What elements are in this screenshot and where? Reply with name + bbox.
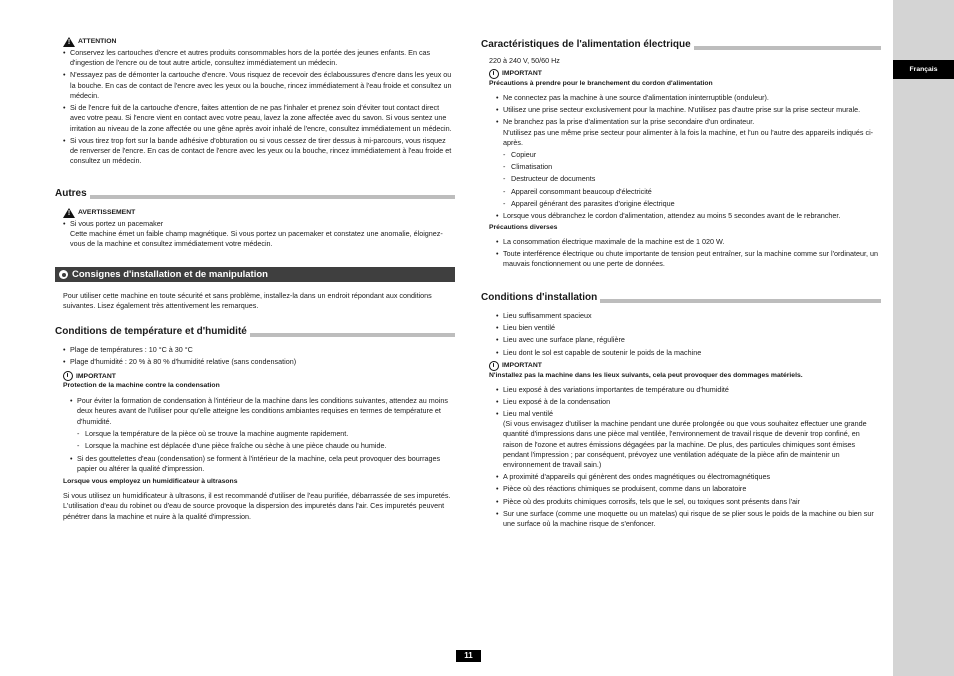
list-item: • Plage de températures : 10 °C à 30 °C — [48, 345, 455, 355]
list-item: • Si de l'encre fuit de la cartouche d'encre, faites attention de ne pas l'inhaler et prenez soin d'éviter tout contact direct avec votre peau. Si l'encre vient en contact avec votre peau, lavez la zone affectée avec du savon. Si vous sentez une irritation au niveau de la zone affectée ou une gêne après avoir inhalé de l'encre, consultez immédiatement un médecin. — [55, 103, 455, 134]
list-item: • Conservez les cartouches d'encre et autres produits consommables hors de la portée des jeunes enfants. En cas d'ingestion de l'encre ou de tout autre article, consultez immédiatement un médecin. — [55, 48, 455, 68]
avertissement-title: AVERTISSEMENT — [78, 209, 136, 217]
list-item: • Lieu suffisamment spacieux — [481, 311, 881, 321]
sub-title: Lorsque vous employez un humidificateur à ultrasons — [63, 477, 238, 485]
warning-triangle-icon — [63, 37, 75, 47]
installation-section: Conditions d'installation • Lieu suffisamment spacieux • Lieu bien ventilé • Lieu avec une surface plane, régulière • Lieu dont le sol est capable de soutenir le poids de la machine IMPORTANT N'installez pas la machine dans les lieux suivants, cela peut provoquer des dommages matériels. • Lieu exposé à des variations importantes de température ou d'humidité • Lieu exposé à de la condensation • Lieu mal ventilé (Si vous envisagez d'utiliser la machine pendant une durée prolongée ou que vous souhaitez effectuer une grande quantité d'impressions dans une pièce mal ventilée, l'environnement de travail risque de devenir trop confiné, en raison de l'ozone et autres émissions dégagées par la machine. De plus, des particules chimiques sont émises pendant l'impression ; par conséquent, prévoyez une ventilation adéquate de la pièce afin de maintenir un environnement de travail sain.) • A proximité d'appareils qui génèrent des ondes magnétiques ou électromagnétiques • Pièce où des réactions chimiques se produisent, comme dans un laboratoire • Pièce où des produits chimiques corrosifs, tels que le sel, ou toxiques sont présents dans l'air • Sur une surface (comme une moquette ou un matelas) qui risque de se plier sous le poids de la machine ou bien sur une surface où la machine risque de s'enfoncer. — [481, 288, 881, 531]
sub-title: N'installez pas la machine dans les lieux suivants, cela peut provoquer des dommages matériels. — [489, 371, 803, 379]
list-item: • Si vous tirez trop fort sur la bande adhésive d'obturation ou si vous cessez de tirer dessus à mi-parcours, vous risquez de renverser de l'encre. En cas de contact de l'encre avec les yeux ou la bouche, rincez immédiatement à l'eau froide et consultez un médecin. — [55, 136, 455, 167]
list-item: - Appareil générant des parasites d'origine électrique — [481, 199, 881, 209]
list-item: - Climatisation — [481, 162, 881, 172]
language-tab: Français — [893, 60, 954, 79]
list-item: • Pièce où des produits chimiques corrosifs, tels que le sel, ou toxiques sont présents dans l'air — [481, 497, 881, 507]
list-item: • Lorsque vous débranchez le cordon d'alimentation, attendez au moins 5 secondes avant de le rebrancher. — [481, 211, 881, 221]
important-icon — [489, 69, 499, 79]
list-item: • Pièce où des réactions chimiques se produisent, comme dans un laboratoire — [481, 484, 881, 494]
page-number: 11 — [456, 650, 481, 662]
attention-list — [55, 48, 455, 166]
sub-title: Précautions à prendre pour le branchement du cordon d'alimentation — [489, 80, 713, 88]
list-item: • Toute interférence électrique ou chute importante de tension peut entraîner, sur la machine comme sur l'ordinateur, un mauvais fonctionnement ou une perte de données. — [481, 249, 881, 269]
list-item: • Lieu bien ventilé — [481, 323, 881, 333]
list-item: • Pour éviter la formation de condensation à l'intérieur de la machine dans les conditions suivantes, attendez au moins deux heures avant de l'utiliser pour qu'elle atteigne les conditions ambiantes requises en termes de température et d'humidité. — [55, 396, 455, 427]
attention-title: ATTENTION — [78, 38, 117, 46]
power-section: Caractéristiques de l'alimentation électrique 220 à 240 V, 50/60 Hz IMPORTANT Précautions à prendre pour le branchement du cordon d'alimentation • Ne connectez pas la machine à une source d'alimentation ininterruptible (onduleur). • Utilisez une prise secteur exclusivement pour la machine. N'utilisez pas d'autre prise sur la prise secteur murale. • Ne branchez pas la prise d'alimentation sur la prise secondaire d'un ordinateur. N'utilisez pas une même prise secteur pour alimenter à la fois la machine, et l'un ou l'autre des appareils indiqués ci-après. - Copieur - Climatisation - Destructeur de documents - Appareil consommant beaucoup d'électricité - Appareil générant des parasites d'origine électrique • Lorsque vous débranchez le cordon d'alimentation, attendez au moins 5 secondes avant de le rebrancher. Précautions diverses • La consommation électrique maximale de la machine est de 1 020 W. • Toute interférence électrique ou chute importante de tension peut entraîner, sur la machine comme sur l'ordinateur, un mauvais fonctionnement ou une perte de données. — [481, 35, 881, 272]
gear-icon — [59, 270, 68, 279]
list-item: • Lieu mal ventilé (Si vous envisagez d'utiliser la machine pendant une durée prolongée ou que vous souhaitez effectuer une grande quantité d'impressions dans une pièce mal ventilée, l'environnement de travail risque de devenir trop confiné, en raison de l'ozone et autres émissions dégagées par la machine. De plus, des particules chimiques sont émises pendant l'impression ; par conséquent, prévoyez une ventilation adéquate de la pièce afin de maintenir un environnement de travail sain.) — [481, 409, 881, 470]
section-title: Conditions d'installation — [481, 288, 881, 303]
list-item: • N'essayez pas de démonter la cartouche d'encre. Vous risquez de recevoir des éclaboussures d'encre dans les yeux ou la bouche. En cas de contact de l'encre avec les yeux ou la bouche, rincez immédiatement à l'eau froide et consultez un médecin. — [55, 70, 455, 101]
list-item: • Si vous portez un pacemaker Cette machine émet un faible champ magnétique. Si vous portez un pacemaker et constatez une anomalie, éloignez-vous de la machine et consultez immédiatement votre médecin. — [55, 219, 455, 250]
list-item: • Ne branchez pas la prise d'alimentation sur la prise secondaire d'un ordinateur. N'utilisez pas une même prise secteur pour alimenter à la fois la machine, et l'un ou l'autre des appareils indiqués ci-après. — [481, 117, 881, 148]
list-item: • Utilisez une prise secteur exclusivement pour la machine. N'utilisez pas d'autre prise sur la prise secteur murale. — [481, 105, 881, 115]
section-title: Autres — [55, 184, 455, 199]
important-icon — [63, 371, 73, 381]
list-item: - Lorsque la machine est déplacée d'une pièce fraîche ou sèche à une pièce chaude ou humide. — [55, 441, 455, 451]
list-item: - Lorsque la température de la pièce où se trouve la machine augmente rapidement. — [55, 429, 455, 439]
list-item: - Copieur — [481, 150, 881, 160]
list-item: • Si des gouttelettes d'eau (condensation) se forment à l'intérieur de la machine, cela peut provoquer des bourrages papier ou altérer la qualité d'impression. — [55, 454, 455, 474]
list-item: • Ne connectez pas la machine à une source d'alimentation ininterruptible (onduleur). — [481, 93, 881, 103]
intro-text: Pour utiliser cette machine en toute sécurité et sans problème, installez-la dans un endroit répondant aux conditions suivantes. Lisez également très attentivement les remarques. — [63, 291, 432, 311]
list-item: - Appareil consommant beaucoup d'électricité — [481, 187, 881, 197]
list-item: • Sur une surface (comme une moquette ou un matelas) qui risque de se plier sous le poids de la machine ou bien sur une surface où la machine risque de s'enfoncer. — [481, 509, 881, 529]
autres-section — [55, 184, 455, 252]
list-item: • Lieu exposé à des variations importantes de température ou d'humidité — [481, 385, 881, 395]
important-icon — [489, 361, 499, 371]
sub-title: Protection de la machine contre la condensation — [63, 382, 220, 390]
attention-section — [55, 37, 455, 168]
warning-triangle-icon — [63, 208, 75, 218]
side-margin — [893, 0, 954, 676]
list-item: • Lieu avec une surface plane, régulière — [481, 335, 881, 345]
list-item: • Plage d'humidité : 20 % à 80 % d'humidité relative (sans condensation) — [48, 357, 455, 367]
list-item: • Lieu exposé à de la condensation — [481, 397, 881, 407]
section-title: Conditions de température et d'humidité — [55, 322, 455, 337]
chapter-banner: Consignes d'installation et de manipulation — [55, 267, 455, 282]
list-item: • Lieu dont le sol est capable de soutenir le poids de la machine — [481, 348, 881, 358]
sub-title: Précautions diverses — [489, 224, 558, 232]
section-title: Caractéristiques de l'alimentation électrique — [481, 35, 881, 50]
temperature-section: Conditions de température et d'humidité • Plage de températures : 10 °C à 30 °C • Plage d'humidité : 20 % à 80 % d'humidité relative (sans condensation) IMPORTANT Protection de la machine contre la condensation • Pour éviter la formation de condensation à l'intérieur de la machine dans les conditions suivantes, attendez au moins deux heures avant de l'utiliser pour qu'elle atteigne les conditions ambiantes requises en termes de température et d'humidité. - Lorsque la température de la pièce où se trouve la machine augmente rapidement. - Lorsque la machine est déplacée d'une pièce fraîche ou sèche à une pièce chaude ou humide. • Si des gouttelettes d'eau (condensation) se forment à l'intérieur de la machine, cela peut provoquer des bourrages papier ou altérer la qualité d'impression. Lorsque vous employez un humidificateur à ultrasons Si vous utilisez un humidificateur à ultrasons, il est recommandé d'utiliser de l'eau purifiée, débarrassée de ses impuretés. L'utilisation d'eau du robinet ou d'eau de source provoque la dispersion des impuretés dans l'air. Ces impuretés peuvent pénétrer dans la machine et nuire à la qualité d'impression. — [55, 322, 455, 522]
list-item: - Destructeur de documents — [481, 174, 881, 184]
consignes-section — [55, 267, 455, 311]
list-item: • La consommation électrique maximale de la machine est de 1 020 W. — [481, 237, 881, 247]
list-item: • A proximité d'appareils qui génèrent des ondes magnétiques ou électromagnétiques — [481, 472, 881, 482]
